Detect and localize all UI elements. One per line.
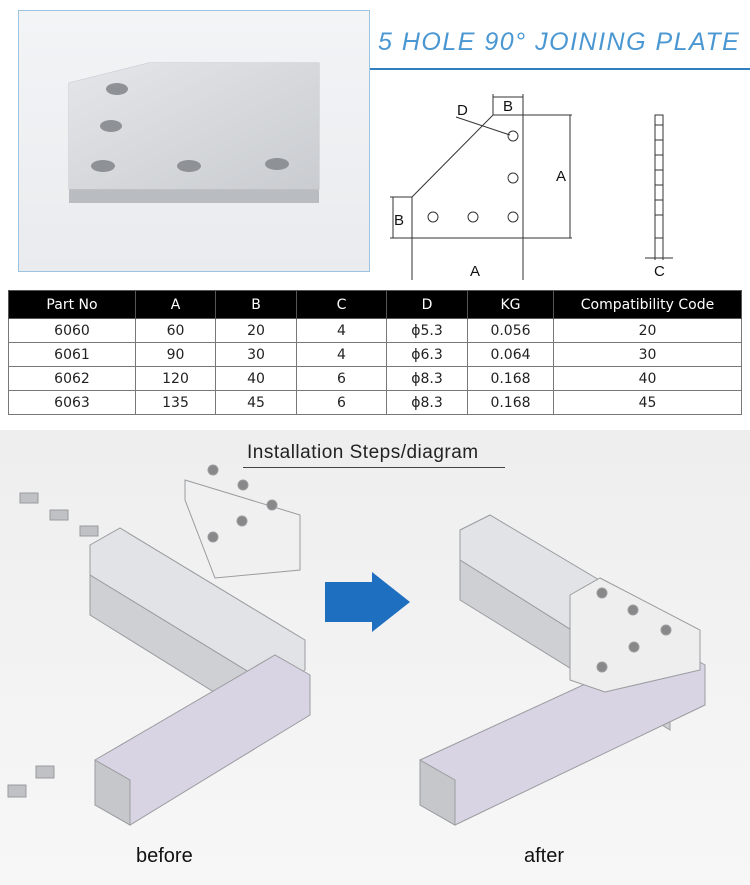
cell: ϕ8.3 xyxy=(387,367,468,391)
cell: 6060 xyxy=(9,319,136,343)
installation-title: Installation Steps/diagram xyxy=(247,442,479,463)
cell: 30 xyxy=(554,343,742,367)
cell: 120 xyxy=(136,367,216,391)
cell: 90 xyxy=(136,343,216,367)
cell: 45 xyxy=(554,391,742,415)
cell: 0.056 xyxy=(468,319,554,343)
installation-title-underline xyxy=(243,467,505,468)
table-row xyxy=(9,391,742,415)
table-row xyxy=(9,343,742,367)
cell: 6062 xyxy=(9,367,136,391)
installation-section xyxy=(0,430,750,885)
cell: 0.064 xyxy=(468,343,554,367)
cell: 6 xyxy=(297,391,387,415)
cell: 6063 xyxy=(9,391,136,415)
cell: 60 xyxy=(136,319,216,343)
after-label: after xyxy=(524,845,565,867)
product-title: 5 HOLE 90° JOINING PLATE xyxy=(378,28,741,56)
header-part-no: Part No xyxy=(9,291,136,319)
dim-label-a-right: A xyxy=(556,168,567,185)
cell: ϕ8.3 xyxy=(387,391,468,415)
table-header-row xyxy=(9,291,742,319)
table-row xyxy=(9,319,742,343)
header-a: A xyxy=(136,291,216,319)
header-c: C xyxy=(297,291,387,319)
dim-label-d: D xyxy=(457,102,468,119)
after-assembly xyxy=(420,515,705,825)
title-divider xyxy=(370,68,750,70)
cell: 4 xyxy=(297,319,387,343)
dimension-drawing xyxy=(380,80,750,280)
header-d: D xyxy=(387,291,468,319)
cell: 135 xyxy=(136,391,216,415)
table-row xyxy=(9,367,742,391)
cell: 20 xyxy=(216,319,297,343)
cell: 40 xyxy=(554,367,742,391)
header-b: B xyxy=(216,291,297,319)
header-compatibility-code: Compatibility Code xyxy=(554,291,742,319)
dim-label-c: C xyxy=(654,263,665,280)
before-assembly xyxy=(8,465,310,825)
cell: 0.168 xyxy=(468,391,554,415)
arrow-right-icon xyxy=(325,572,410,632)
cell: 6 xyxy=(297,367,387,391)
cell: 20 xyxy=(554,319,742,343)
cell: 45 xyxy=(216,391,297,415)
cell: 30 xyxy=(216,343,297,367)
dim-label-b-top: B xyxy=(503,98,514,115)
before-label: before xyxy=(136,845,193,867)
cell: ϕ5.3 xyxy=(387,319,468,343)
cell: 40 xyxy=(216,367,297,391)
product-photo xyxy=(18,10,370,272)
cell: 0.168 xyxy=(468,367,554,391)
cell: 4 xyxy=(297,343,387,367)
header-kg: KG xyxy=(468,291,554,319)
cell: ϕ6.3 xyxy=(387,343,468,367)
spec-table xyxy=(8,290,742,415)
installation-illustration xyxy=(0,430,750,885)
plate-photo-illustration xyxy=(19,11,371,273)
dim-label-b-left: B xyxy=(394,212,405,229)
dim-label-a-bottom: A xyxy=(470,263,481,280)
cell: 6061 xyxy=(9,343,136,367)
